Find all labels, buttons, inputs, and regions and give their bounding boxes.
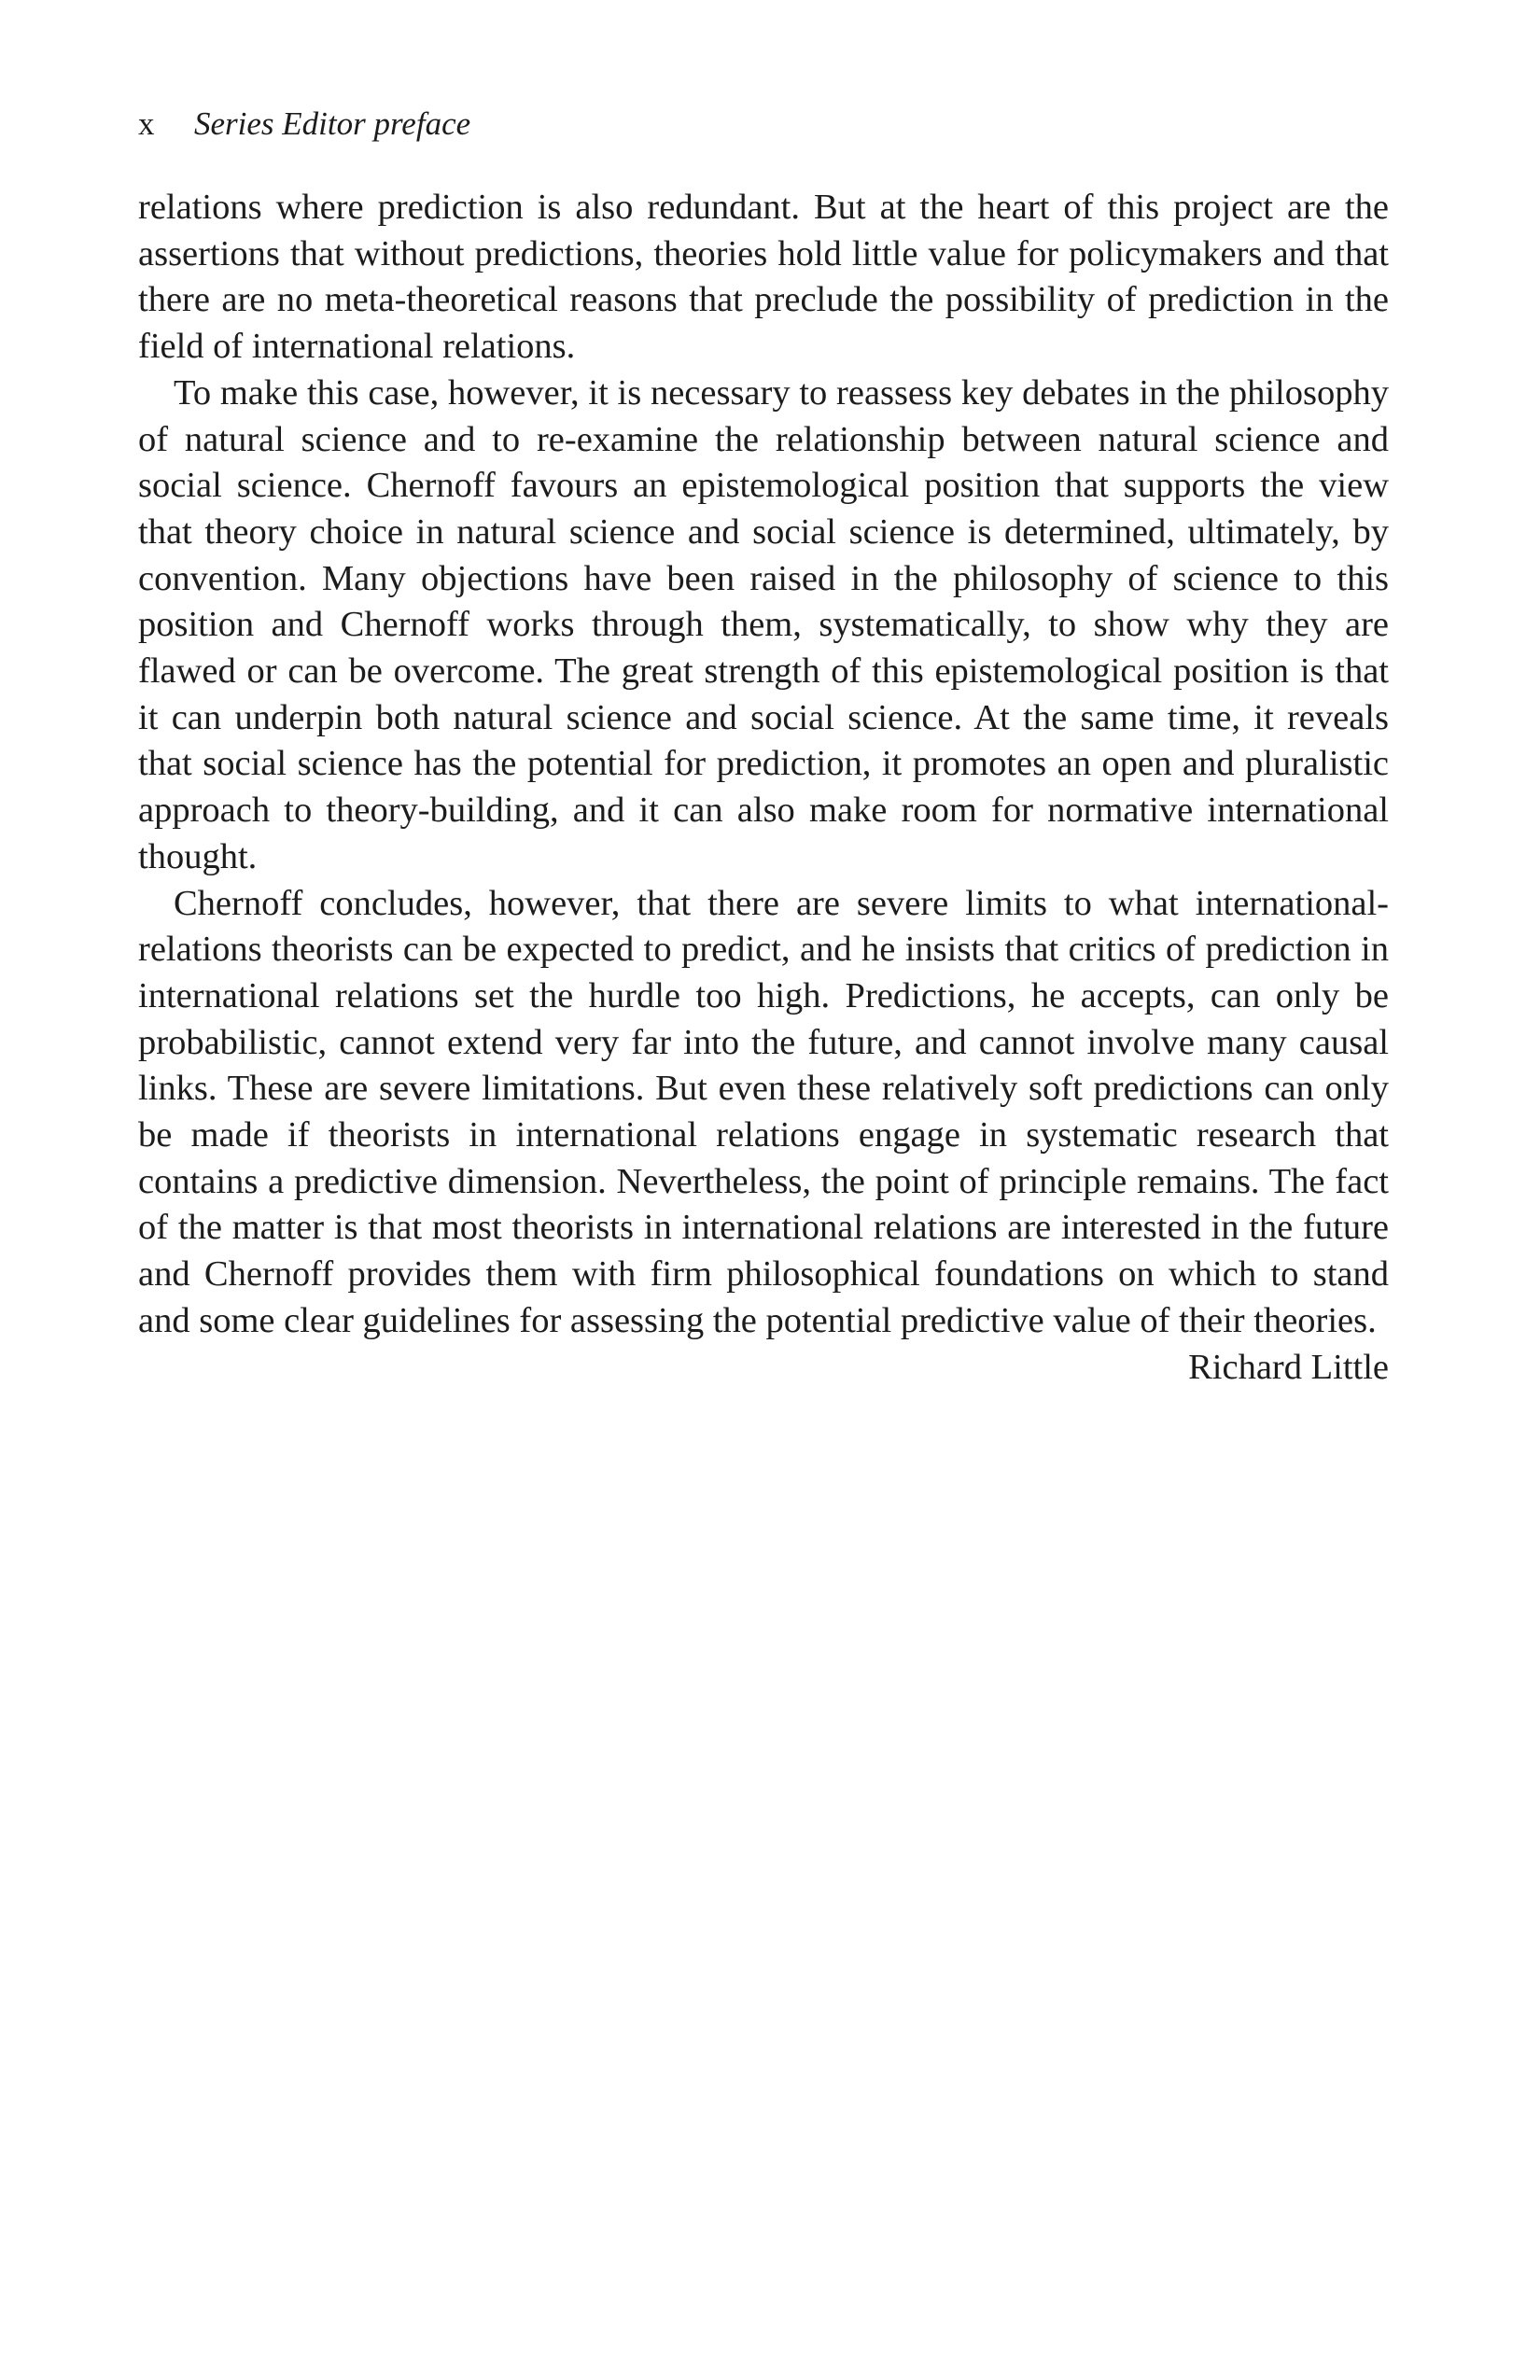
paragraph-continued: relations where prediction is also redundant. But at the heart of this project are the assertions that without predictions, theories hold little value for policymakers and that there are no meta-theoretical reasons that preclude the possibility of prediction in the field of international relations. [138, 188, 1389, 367]
running-title: Series Editor preface [194, 105, 471, 142]
body-text [138, 185, 1389, 1345]
book-page [138, 101, 1389, 1391]
page-number: x [138, 105, 155, 142]
paragraph: To make this case, however, it is necessary to reassess key debates in the philosophy of natural science and to re-examine the relationship between natural science and social science. Chernoff favours an epistemological position that supports the view that theory choice in natural science and social science is determined, ultimately, by convention. Many objections have been raised in the philosophy of science to this position and Chernoff works through them, systematically, to show why they are flawed or can be overcome. The great strength of this epistemological position is that it can underpin both natural science and social science. At the same time, it reveals that social science has the potential for prediction, it promotes an open and pluralistic approach to theory-building, and it can also make room for normative international thought. [138, 372, 1389, 876]
running-head [138, 101, 1389, 147]
paragraph: Chernoff concludes, however, that there are severe limits to what international-relations theorists can be expected to predict, and he insists that critics of prediction in international relations set the hurdle too high. Predictions, he accepts, can only be probabilistic, cannot extend very far into the future, and cannot involve many causal links. These are severe limitations. But even these relatively soft predictions can only be made if theorists in international relations engage in systematic research that contains a predictive dimension. Nevertheless, the point of principle remains. The fact of the matter is that most theorists in international relations are interested in the future and Chernoff provides them with firm philosophical foundations on which to stand and some clear guidelines for assessing the potential predictive value of their theories. [138, 883, 1389, 1340]
author-signature: Richard Little [1188, 1347, 1389, 1387]
